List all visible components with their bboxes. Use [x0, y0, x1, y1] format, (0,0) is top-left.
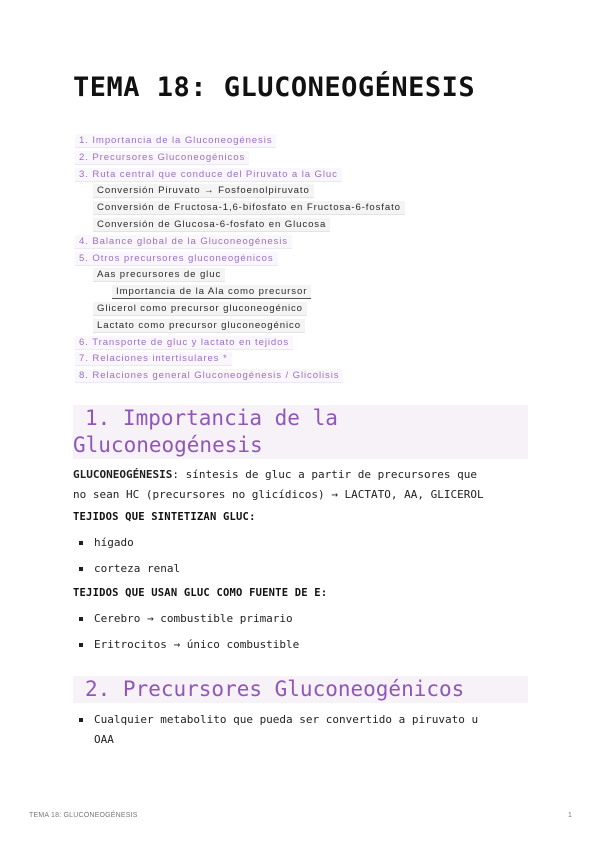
- list-precursores: [73, 710, 533, 749]
- list-item: hígado: [73, 533, 533, 553]
- footer-title: TEMA 18: GLUCONEOGÉNESIS: [29, 812, 138, 819]
- toc-link-otros-precursores[interactable]: 5. Otros precursores gluconeogénicos: [75, 251, 535, 268]
- definition-paragraph: [73, 465, 533, 504]
- footer-page-number: 1: [568, 812, 573, 819]
- subheading-tejidos-sintetizan: TEJIDOS QUE SINTETIZAN GLUC:: [73, 511, 256, 523]
- definition-term: GLUCONEOGÉNESIS: [73, 468, 173, 481]
- toc-link-aas-precursores[interactable]: Aas precursores de gluc: [75, 267, 535, 284]
- toc-link-balance-global[interactable]: 4. Balance global de la Gluconeogénesis: [75, 234, 535, 251]
- list-tejidos-sintetizan: [73, 533, 533, 578]
- toc-link-precursores[interactable]: 2. Precursores Gluconeogénicos: [75, 150, 535, 167]
- bullet-icon: [79, 617, 83, 621]
- section-heading-line-2: Gluconeogénesis: [73, 433, 263, 457]
- toc-link-relaciones-general[interactable]: 8. Relaciones general Gluconeogénesis / Glicolisis: [75, 368, 535, 385]
- toc-link-ruta-central[interactable]: 3. Ruta central que conduce del Piruvato a la Gluc: [75, 167, 535, 184]
- toc-link-conversion-piruvato[interactable]: Conversión Piruvato → Fosfoenolpiruvato: [75, 183, 535, 200]
- bullet-icon: [79, 567, 83, 571]
- toc-link-importancia-ala[interactable]: Importancia de la Ala como precursor: [75, 284, 535, 301]
- list-item: Cualquier metabolito que pueda ser convertido a piruvato u OAA: [73, 710, 533, 749]
- definition-text-1: : síntesis de gluc a partir de precursores que: [172, 468, 477, 481]
- toc-link-relaciones-intertisulares[interactable]: 7. Relaciones intertisulares *: [75, 351, 535, 368]
- bullet-icon: [79, 541, 83, 545]
- toc-link-transporte[interactable]: 6. Transporte de gluc y lactato en tejidos: [75, 335, 535, 352]
- page-title: TEMA 18: GLUCONEOGÉNESIS: [73, 72, 476, 103]
- list-tejidos-usan: [73, 609, 533, 654]
- section-heading-importancia: [73, 405, 528, 459]
- section-heading-line-1: 1. Importancia de la: [85, 406, 338, 430]
- toc-link-conversion-fructosa[interactable]: Conversión de Fructosa-1,6-bifosfato en Fructosa-6-fosfato: [75, 200, 535, 217]
- toc-link-importancia[interactable]: 1. Importancia de la Gluconeogénesis: [75, 133, 535, 150]
- bullet-icon: [79, 643, 83, 647]
- table-of-contents: [75, 133, 535, 385]
- subheading-tejidos-usan: TEJIDOS QUE USAN GLUC COMO FUENTE DE E:: [73, 587, 328, 599]
- toc-link-glicerol[interactable]: Glicerol como precursor gluconeogénico: [75, 301, 535, 318]
- list-item: corteza renal: [73, 559, 533, 579]
- definition-text-2: no sean HC (precursores no glicídicos) → LACTATO, AA, GLICEROL: [73, 487, 484, 501]
- list-item: Cerebro → combustible primario: [73, 609, 533, 629]
- section-heading-precursores: 2. Precursores Gluconeogénicos: [73, 676, 528, 703]
- list-item: Eritrocitos → único combustible: [73, 635, 533, 655]
- toc-link-lactato[interactable]: Lactato como precursor gluconeogénico: [75, 318, 535, 335]
- toc-link-conversion-glucosa[interactable]: Conversión de Glucosa-6-fosfato en Glucosa: [75, 217, 535, 234]
- bullet-icon: [79, 718, 83, 722]
